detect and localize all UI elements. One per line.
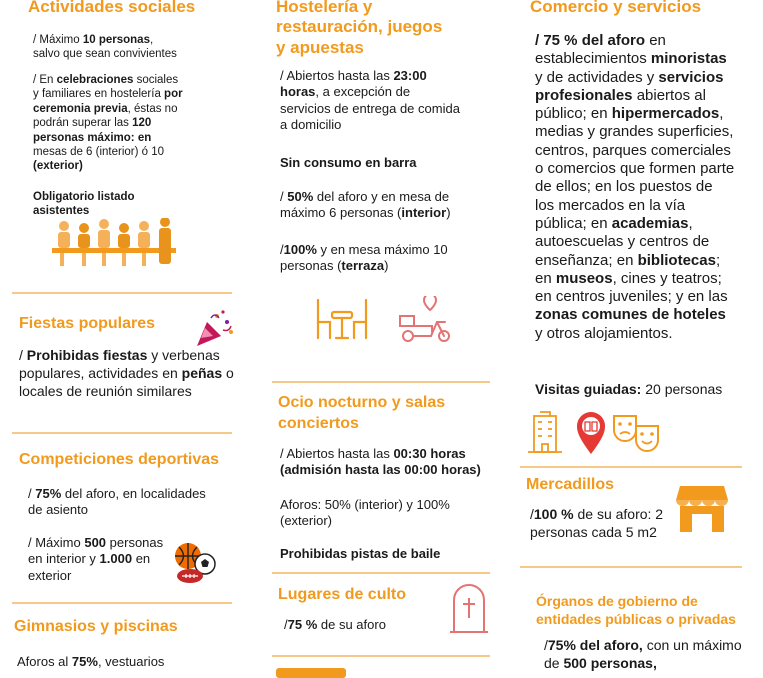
- text-bold: 75%: [35, 486, 62, 501]
- section-title-culto: Lugares de culto: [278, 586, 407, 603]
- text-bold: hipermercados: [611, 105, 720, 123]
- text-bold: 75 %: [287, 617, 318, 632]
- text-bold: academias: [611, 214, 689, 232]
- text-span: sociales y familiares en hostelería: [33, 74, 179, 101]
- text-span: / Máximo: [33, 34, 83, 46]
- partial-section-title: [276, 668, 346, 678]
- text-span: /: [19, 347, 27, 363]
- text-span: en establecimientos: [535, 32, 666, 68]
- sports-balls-icon: [172, 540, 218, 584]
- market-stall-icon: [676, 484, 728, 534]
- text-span: ): [446, 205, 451, 221]
- text-span: , cines y teatros; en centros juveniles; y en las: [535, 269, 728, 306]
- text-bold: / 75 % del aforo: [535, 32, 646, 49]
- people-table-icon: [52, 218, 176, 266]
- hosteleria-text-3: [280, 189, 475, 222]
- section-title-fiestas: Fiestas populares: [19, 315, 156, 332]
- comercio-text: [535, 32, 735, 343]
- text-bold: 50%: [287, 189, 314, 204]
- text-span: /: [280, 189, 288, 204]
- actividades-text-2: [33, 73, 183, 174]
- hosteleria-text-1: [280, 68, 460, 133]
- text-bold: 120 personas máximo: en: [33, 117, 152, 144]
- text-bold: celebraciones: [56, 74, 134, 86]
- divider: [520, 466, 742, 468]
- text-span: ): [384, 258, 389, 274]
- text-bold: 10 personas: [82, 34, 150, 46]
- mercadillos-text: [530, 506, 675, 541]
- text-span: , a excepción de servicios de entrega de comida a domicilio: [280, 84, 460, 132]
- ocio-text-1: [280, 446, 490, 479]
- text-span: con un máximo de: [544, 637, 742, 671]
- delivery-scooter-icon: [398, 296, 456, 344]
- text-bold: 500: [84, 535, 107, 550]
- ocio-text-3: Prohibidas pistas de baile: [280, 546, 441, 561]
- party-popper-icon: [193, 308, 235, 348]
- text-span: / En: [33, 74, 57, 86]
- text-span: ; en: [535, 251, 721, 287]
- text-span: o locales de reunión similares: [19, 365, 234, 400]
- text-bold: Prohibidas fiestas: [26, 347, 148, 363]
- text-span: /: [280, 242, 284, 257]
- text-bold: 100%: [283, 242, 317, 257]
- divider: [272, 655, 490, 657]
- text-span: y verbenas populares, actividades en: [19, 347, 220, 382]
- building-icon: [526, 410, 564, 454]
- section-title-ocio: Ocio nocturno y salas conciertos: [278, 394, 446, 432]
- text-bold: museos: [555, 269, 613, 287]
- text-span: , autoescuelas y centros de enseñanza; en: [535, 214, 710, 269]
- visitas-text: [535, 381, 722, 399]
- text-span: de su aforo: 2 personas cada 5 m2: [530, 506, 664, 540]
- text-span: / Abiertos hasta las: [280, 446, 394, 461]
- section-title-mercadillos: Mercadillos: [526, 476, 615, 493]
- competiciones-text-1: [28, 486, 208, 519]
- text-bold: 23:00 horas: [280, 68, 427, 100]
- text-span: / Máximo: [28, 535, 85, 550]
- text-bold: peñas: [181, 365, 223, 382]
- text-span: del aforo, en localidades de asiento: [28, 486, 206, 518]
- text-span: /: [544, 637, 548, 653]
- hosteleria-text-2: Sin consumo en barra: [280, 155, 417, 170]
- text-bold: 500 personas,: [563, 654, 657, 671]
- actividades-text-1: [33, 33, 233, 62]
- competiciones-text-2: [28, 535, 168, 584]
- text-bold: zonas comunes de hoteles: [535, 306, 726, 324]
- text-span: y de actividades y: [535, 68, 659, 86]
- section-title-comercio: Comercio y servicios: [530, 0, 702, 16]
- text-span: del aforo y en mesa de máximo 6 personas (: [280, 189, 450, 221]
- text-bold: servicios profesionales: [535, 68, 724, 104]
- text-bold: terraza: [341, 258, 385, 274]
- section-title-actividades: Actividades sociales: [28, 0, 196, 16]
- hosteleria-text-4: [280, 242, 475, 275]
- text-bold: bibliotecas: [637, 251, 716, 269]
- tombstone-icon: [448, 582, 490, 634]
- divider: [520, 566, 742, 568]
- organos-text: [544, 637, 744, 672]
- dining-table-icon: [312, 296, 372, 344]
- text-span: mesas de 6 (interior) ó 10: [33, 145, 165, 158]
- text-span: 20 personas: [641, 381, 723, 397]
- text-span: , éstas no podrán superar las: [33, 102, 178, 130]
- text-span: y otros alojamientos.: [535, 324, 673, 342]
- culto-text: [284, 617, 386, 633]
- text-bold: 75%: [71, 654, 98, 669]
- text-span: / Abiertos hasta las: [280, 68, 394, 83]
- text-span: /: [284, 617, 288, 632]
- divider: [12, 432, 232, 434]
- text-span: salvo que sean convivientes: [33, 48, 177, 61]
- text-bold: 00:30 horas (admisión hasta las 00:00 horas): [280, 446, 481, 478]
- text-span: de su aforo: [317, 617, 386, 632]
- text-bold: minoristas: [650, 50, 727, 68]
- text-bold: 100 %: [533, 506, 574, 522]
- text-bold: 75% del aforo,: [547, 637, 643, 653]
- text-bold: por ceremonia previa: [33, 88, 183, 115]
- divider: [272, 572, 490, 574]
- section-title-organos: Órganos de gobierno de entidades públicas o privadas: [536, 593, 736, 628]
- text-span: /: [28, 486, 36, 501]
- section-title-hosteleria: Hostelería y restauración, juegos y apuestas: [276, 0, 443, 57]
- text-span: y en mesa máximo 10 personas (: [280, 242, 448, 274]
- text-span: , vestuarios: [97, 654, 165, 669]
- text-span: abiertos al público; en: [535, 86, 706, 123]
- section-title-gimnasios: Gimnasios y piscinas: [14, 618, 178, 635]
- divider: [272, 381, 490, 383]
- theater-masks-icon: [612, 412, 662, 454]
- map-pin-book-icon: [575, 410, 607, 456]
- actividades-text-3: Obligatorio listado asistentes: [33, 191, 135, 218]
- text-span: en exterior: [28, 551, 151, 583]
- text-bold: interior: [401, 205, 447, 221]
- text-span: Aforos al: [17, 654, 72, 669]
- divider: [12, 292, 232, 294]
- text-span: /: [530, 506, 534, 522]
- text-bold: 1.000: [99, 551, 133, 567]
- divider: [12, 602, 232, 604]
- text-span: ,: [149, 34, 154, 46]
- text-bold: (exterior): [33, 160, 83, 173]
- text-span: personas en interior y: [28, 535, 164, 567]
- text-span: , medias y grandes superficies, centros, parques comerciales o comercios que formen parte de ellos; en los puestos de los mercados en la vía pública; en: [535, 105, 735, 232]
- gimnasios-text: [17, 654, 217, 670]
- ocio-text-2: Aforos: 50% (interior) y 100% (exterior): [280, 497, 450, 529]
- text-bold: Visitas guiadas:: [535, 381, 642, 397]
- section-title-competiciones: Competiciones deportivas: [19, 451, 220, 468]
- fiestas-text: [19, 346, 234, 401]
